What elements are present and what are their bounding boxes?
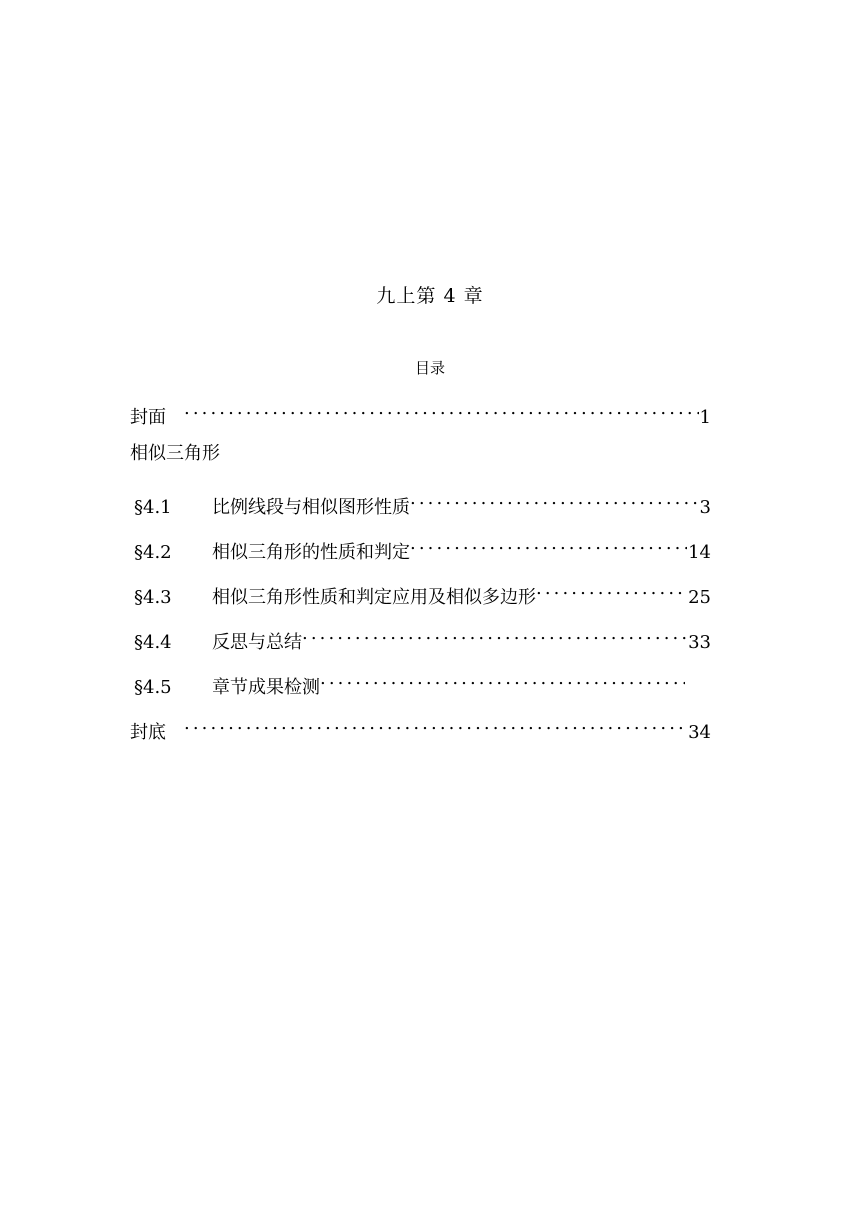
toc-entry-label: 封面: [130, 407, 166, 428]
toc-section-number: §4.4: [134, 632, 172, 653]
toc-dot-leader: [536, 575, 687, 603]
toc-entry-label: 章节成果检测: [212, 677, 320, 698]
toc-chapter-label: 相似三角形: [130, 443, 220, 464]
toc-page-number: 33: [688, 632, 711, 653]
toc-page-number: 3: [699, 497, 711, 518]
toc-entry-cover[interactable]: [130, 395, 711, 428]
document-title: 九上第 4 章: [376, 285, 484, 307]
toc-entry-section-4-1[interactable]: [130, 485, 711, 518]
toc-dot-leader: [184, 395, 699, 423]
toc-entry-label: 反思与总结: [212, 632, 302, 653]
toc-entry-section-4-5[interactable]: [130, 665, 686, 698]
toc-dot-leader: [410, 530, 687, 558]
toc-entry-section-4-3[interactable]: [130, 575, 711, 608]
toc-entry-label: 相似三角形性质和判定应用及相似多边形: [212, 587, 536, 608]
toc-entry-section-4-4[interactable]: [130, 620, 711, 653]
toc-dot-leader: [410, 485, 699, 513]
toc-chapter-heading[interactable]: [130, 440, 711, 468]
toc-entry-back-cover[interactable]: [130, 710, 711, 743]
toc-entry-label: 相似三角形的性质和判定: [212, 542, 410, 563]
toc-dot-leader: [302, 620, 687, 648]
toc-section-number: §4.5: [134, 677, 172, 698]
toc-page-number: 34: [688, 722, 711, 743]
toc-entry-label: 封底: [130, 722, 166, 743]
toc-dot-leader: [184, 710, 687, 738]
toc-entry-label: 比例线段与相似图形性质: [212, 497, 410, 518]
toc-page-number: 25: [688, 587, 711, 608]
toc-section-number: §4.2: [134, 542, 172, 563]
toc-section-number: §4.3: [134, 587, 172, 608]
toc-page-number: 1: [699, 407, 711, 428]
toc-entry-section-4-2[interactable]: [130, 530, 711, 563]
toc-dot-leader: [320, 665, 685, 693]
toc-page-number: 14: [688, 542, 711, 563]
toc-heading: 目录: [414, 359, 445, 377]
toc-section-number: §4.1: [134, 497, 172, 518]
